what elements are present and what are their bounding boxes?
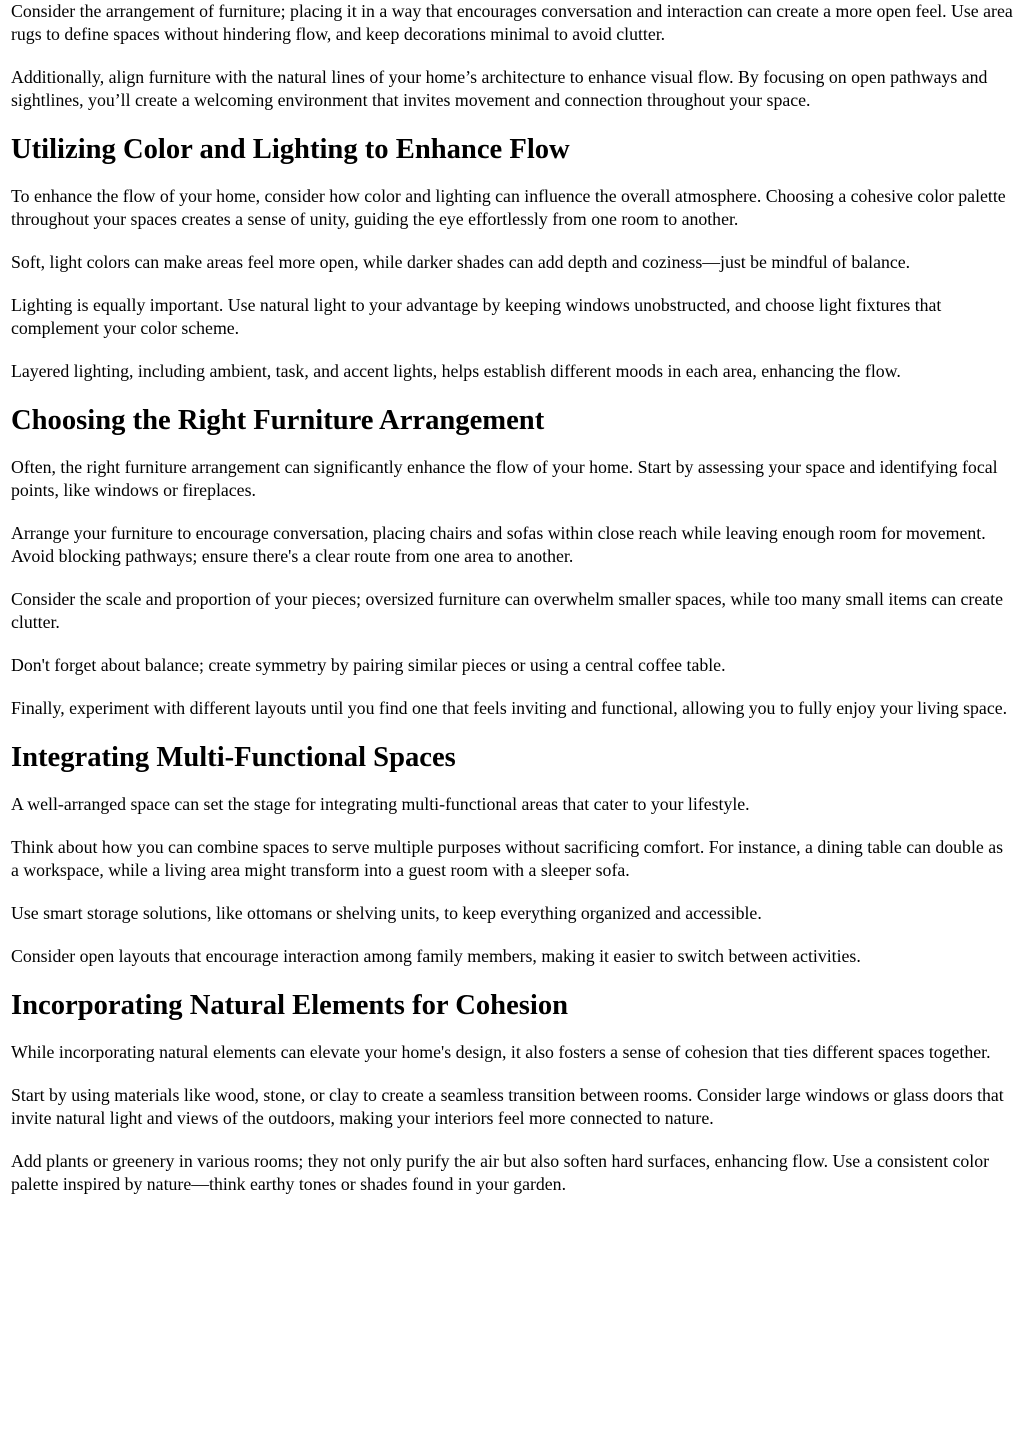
natural-elements-section (11, 988, 1014, 1196)
paragraph: A well-arranged space can set the stage for integrating multi-functional areas that cater to your lifestyle. (11, 794, 750, 814)
multi-functional-section (11, 740, 1014, 968)
paragraph: Add plants or greenery in various rooms; they not only purify the air but also soften hard surfaces, enhancing flow. Use a consistent color palette inspired by nature—think earthy tones or shades found in your garden. (11, 1151, 990, 1194)
paragraph: Lighting is equally important. Use natural light to your advantage by keeping windows unobstructed, and choose light fixtures that complement your color scheme. (11, 295, 942, 338)
paragraph: Consider the arrangement of furniture; placing it in a way that encourages conversation and interaction can create a more open feel. Use area rugs to define spaces without hindering flow, and keep decorations minimal to avoid clutter. (11, 1, 1013, 44)
furniture-arrangement-section (11, 403, 1014, 720)
paragraph: Use smart storage solutions, like ottomans or shelving units, to keep everything organized and accessible. (11, 903, 762, 923)
paragraph: Consider open layouts that encourage interaction among family members, making it easier to switch between activities. (11, 946, 861, 966)
paragraph: Layered lighting, including ambient, task, and accent lights, helps establish different moods in each area, enhancing the flow. (11, 361, 901, 381)
paragraph: While incorporating natural elements can elevate your home's design, it also fosters a sense of cohesion that ties different spaces together. (11, 1042, 991, 1062)
paragraph: Additionally, align furniture with the natural lines of your home’s architecture to enhance visual flow. By focusing on open pathways and sightlines, you’ll create a welcoming environment that invites movement and connection throughout your space. (11, 67, 988, 110)
section-heading: Choosing the Right Furniture Arrangement (11, 405, 545, 436)
paragraph: Consider the scale and proportion of your pieces; oversized furniture can overwhelm smaller spaces, while too many small items can create clutter. (11, 589, 1003, 632)
paragraph: Start by using materials like wood, stone, or clay to create a seamless transition between rooms. Consider large windows or glass doors that invite natural light and views of the outdoors, making your interiors feel more connected to nature. (11, 1085, 1004, 1128)
section-heading: Incorporating Natural Elements for Cohesion (11, 990, 569, 1021)
intro-section (11, 0, 1014, 112)
section-heading: Utilizing Color and Lighting to Enhance Flow (11, 134, 570, 165)
paragraph: Soft, light colors can make areas feel more open, while darker shades can add depth and coziness—just be mindful of balance. (11, 252, 911, 272)
paragraph: Often, the right furniture arrangement can significantly enhance the flow of your home. Start by assessing your space and identifying focal points, like windows or fireplaces. (11, 457, 998, 500)
paragraph: To enhance the flow of your home, consider how color and lighting can influence the overall atmosphere. Choosing a cohesive color palette throughout your spaces creates a sense of unity, guiding the eye effortlessly from one room to another. (11, 186, 1006, 229)
color-lighting-section (11, 132, 1014, 383)
paragraph: Finally, experiment with different layouts until you find one that feels inviting and functional, allowing you to fully enjoy your living space. (11, 698, 1008, 718)
paragraph: Don't forget about balance; create symmetry by pairing similar pieces or using a central coffee table. (11, 655, 726, 675)
paragraph: Arrange your furniture to encourage conversation, placing chairs and sofas within close reach while leaving enough room for movement. Avoid blocking pathways; ensure there's a clear route from one area to another. (11, 523, 986, 566)
section-heading: Integrating Multi-Functional Spaces (11, 742, 456, 773)
paragraph: Think about how you can combine spaces to serve multiple purposes without sacrificing comfort. For instance, a dining table can double as a workspace, while a living area might transform into a guest room with a sleeper sofa. (11, 837, 1004, 880)
